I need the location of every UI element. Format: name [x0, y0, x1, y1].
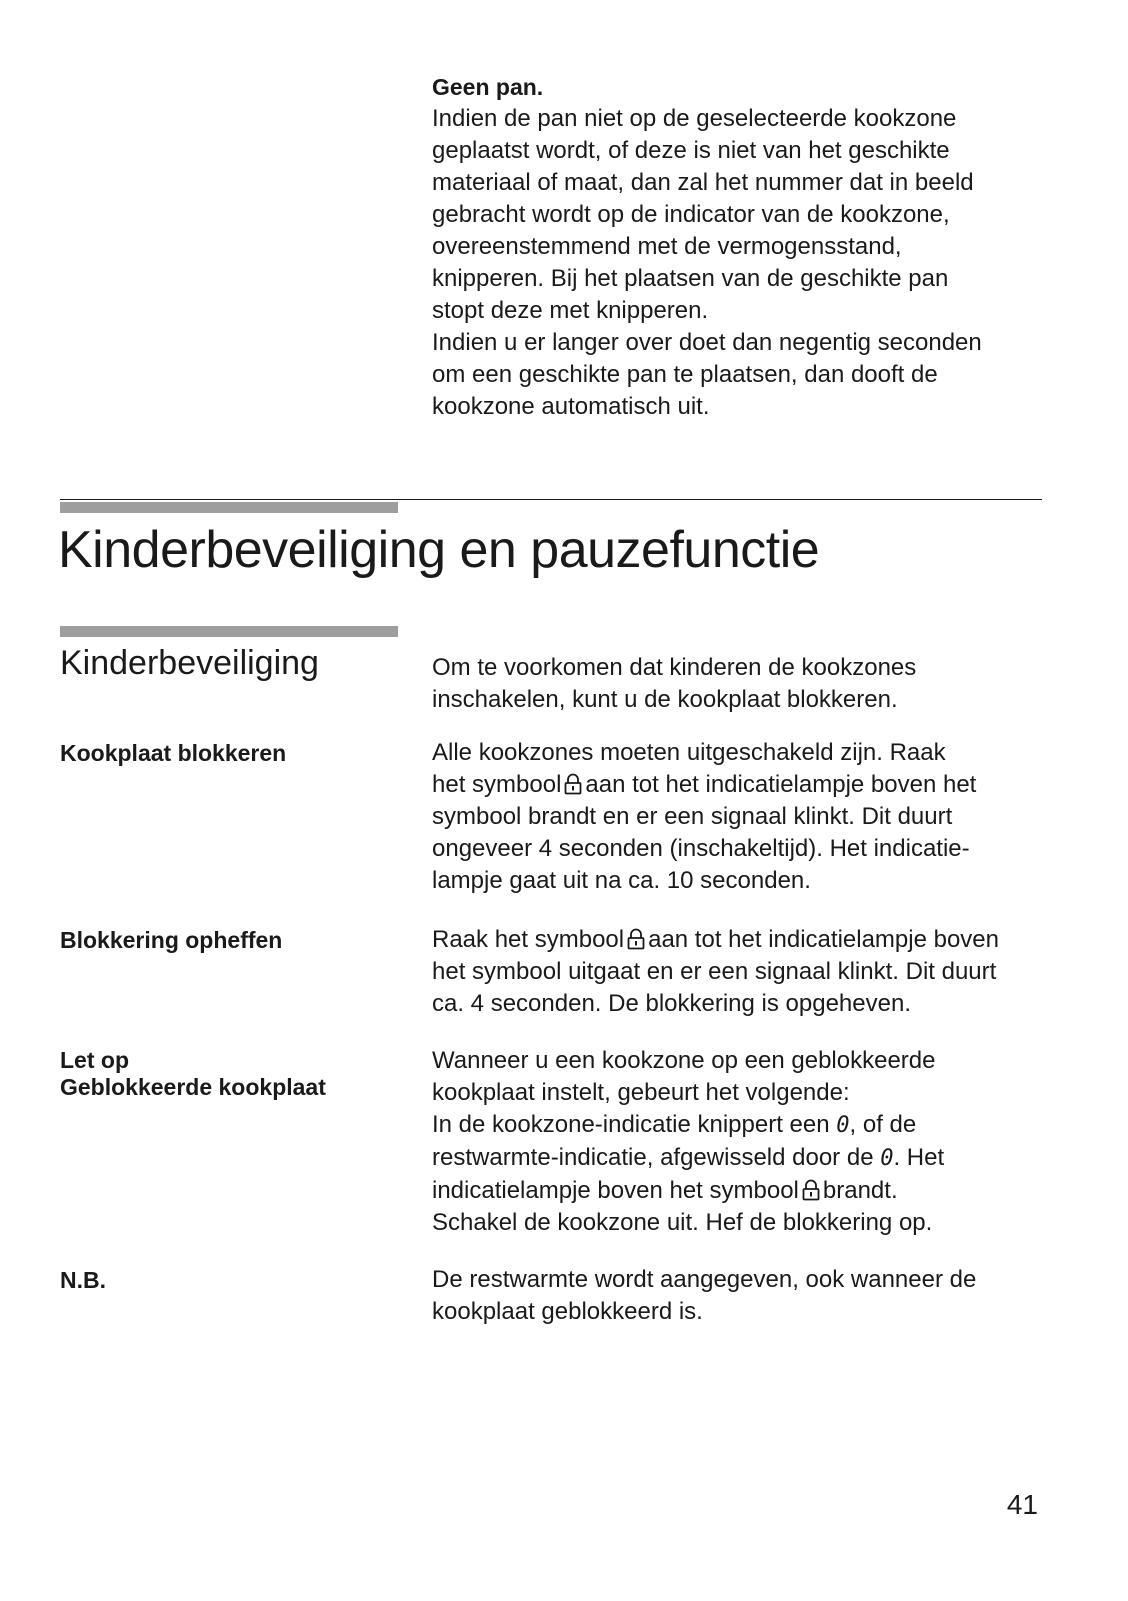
text-line: symbool brandt en er een signaal klinkt. Dit duurt: [432, 803, 953, 830]
lock-block-label: Kookplaat blokkeren: [60, 740, 287, 766]
chapter-title: Kinderbeveiliging en pauzefunctie: [58, 521, 820, 579]
text-segment: indicatielampje boven het symbool: [432, 1177, 799, 1204]
lock-icon: [564, 773, 582, 795]
text-line: [432, 769, 1072, 801]
text-line: materiaal of maat, dan zal het nummer dat in beeld: [432, 169, 974, 196]
text-line: De restwarmte wordt aangegeven, ook wanneer de: [432, 1266, 977, 1293]
text-line: Indien de pan niet op de geselecteerde kookzone: [432, 105, 957, 132]
text-line: Om te voorkomen dat kinderen de kookzones: [432, 654, 917, 681]
segment-display-symbol: 0: [880, 1146, 894, 1171]
text-segment: In de kookzone-indicatie knippert een: [432, 1111, 830, 1138]
section-accent-bar: [60, 626, 398, 637]
text-line: ca. 4 seconden. De blokkering is opgeheven.: [432, 990, 911, 1017]
page-number: 41: [1006, 1489, 1038, 1520]
text-line: ongeveer 4 seconden (inschakeltijd). Het indicatie-: [432, 835, 970, 862]
nb-block-text: [432, 1264, 1072, 1328]
text-line: om een geschikte pan te plaatsen, dan dooft de: [432, 361, 938, 388]
text-line: kookplaat instelt, gebeurt het volgende:: [432, 1079, 850, 1106]
unlock-block-label: Blokkering opheffen: [60, 927, 283, 953]
text-line: geplaatst wordt, of deze is niet van het geschikte: [432, 137, 950, 164]
note-block-label: [60, 1047, 326, 1101]
text-line: het symbool uitgaat en er een signaal klinkt. Dit duurt: [432, 958, 997, 985]
segment-display-symbol: 0: [836, 1113, 850, 1138]
unlock-block-text: [432, 924, 1092, 1020]
section-title: Kinderbeveiliging: [60, 644, 319, 682]
text-line: Indien u er langer over doet dan negentig seconden: [432, 329, 982, 356]
note-label-line-1: Let op: [60, 1047, 129, 1073]
text-line: [432, 1142, 1072, 1175]
text-segment: brandt.: [822, 1177, 898, 1204]
geen-pan-heading: Geen pan.: [432, 74, 544, 100]
lock-icon: [627, 928, 645, 950]
text-line: [432, 1109, 1072, 1142]
text-segment: het symbool: [432, 771, 562, 798]
geen-pan-paragraph-1: [432, 103, 1072, 327]
text-line: stopt deze met knipperen.: [432, 297, 709, 324]
text-line: Wanneer u een kookzone op een geblokkeerde: [432, 1047, 936, 1074]
text-line: lampje gaat uit na ca. 10 seconden.: [432, 867, 811, 894]
text-segment: aan tot het indicatielampje boven: [648, 926, 999, 953]
note-block-text: [432, 1045, 1072, 1239]
geen-pan-section: [432, 72, 1072, 423]
text-line: [432, 1175, 1072, 1207]
text-segment: . Het: [893, 1144, 945, 1171]
text-line: [432, 924, 1092, 956]
lock-block-text: [432, 737, 1072, 897]
text-line: Schakel de kookzone uit. Hef de blokkering op.: [432, 1209, 933, 1236]
text-segment: restwarmte-indicatie, afgewisseld door de: [432, 1144, 874, 1171]
text-line: gebracht wordt op de indicator van de kookzone,: [432, 201, 950, 228]
nb-block-label: N.B.: [60, 1267, 106, 1293]
text-segment: aan tot het indicatielampje boven het: [585, 771, 977, 798]
text-segment: , of de: [849, 1111, 917, 1138]
chapter-accent-bar: [60, 502, 398, 513]
text-segment: Raak het symbool: [432, 926, 625, 953]
geen-pan-paragraph-2: [432, 327, 1072, 423]
chapter-divider-line: [60, 499, 1042, 500]
text-line: kookplaat geblokkeerd is.: [432, 1298, 703, 1325]
text-line: inschakelen, kunt u de kookplaat blokkeren.: [432, 686, 898, 713]
lock-icon: [802, 1179, 820, 1201]
text-line: kookzone automatisch uit.: [432, 393, 710, 420]
text-line: overeenstemmend met de vermogensstand,: [432, 233, 902, 260]
intro-text: [432, 652, 1072, 716]
text-line: knipperen. Bij het plaatsen van de geschikte pan: [432, 265, 949, 292]
text-line: Alle kookzones moeten uitgeschakeld zijn. Raak: [432, 739, 946, 766]
note-label-line-2: Geblokkeerde kookplaat: [60, 1074, 326, 1100]
